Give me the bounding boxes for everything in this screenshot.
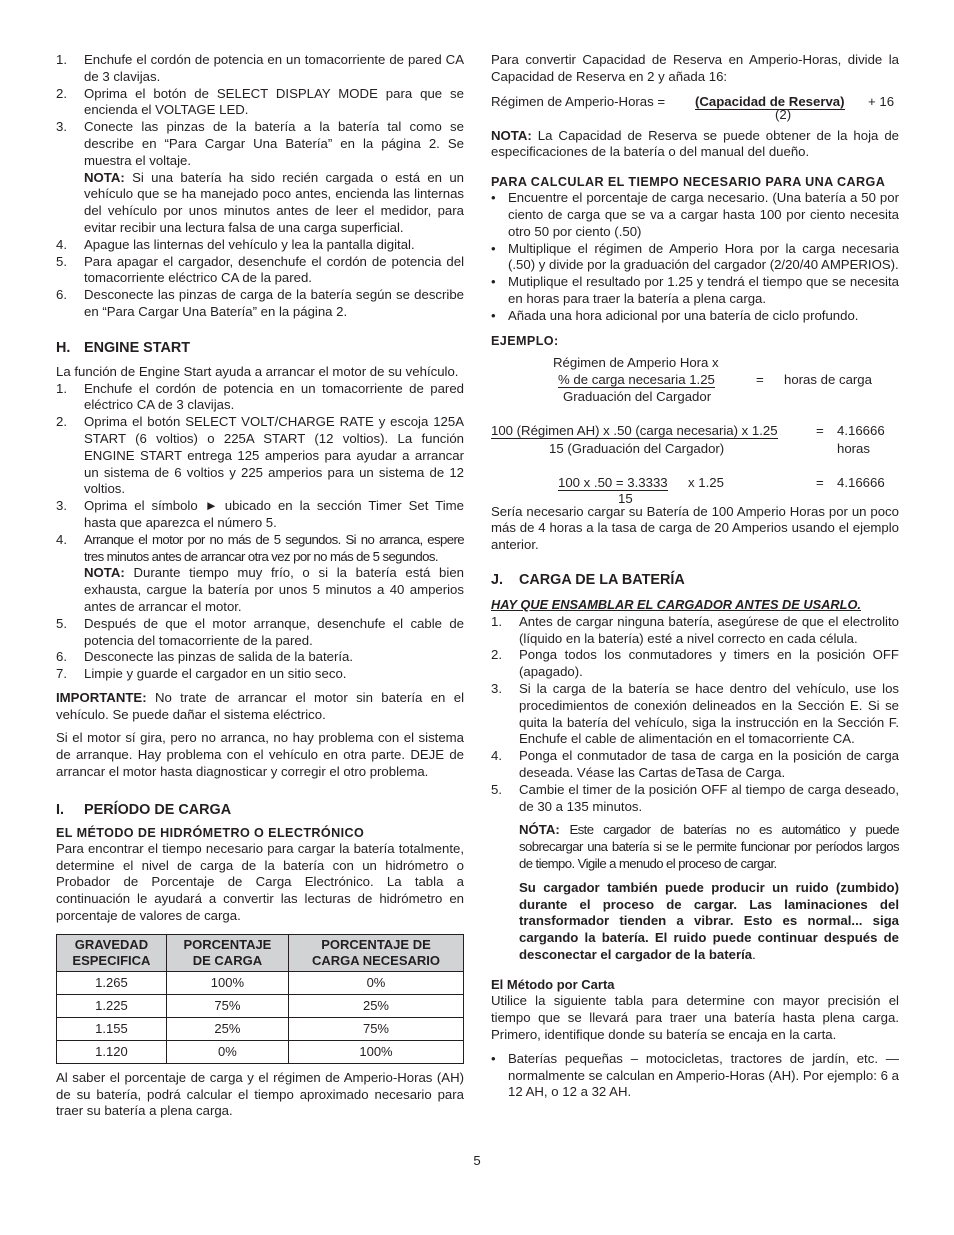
example-line: 100 (Régimen AH) x .50 (carga necesaria) x 1.25 [491,422,778,438]
display-steps-list [56,52,464,321]
example-result: 4.16666 [837,474,885,490]
list-item [491,782,899,816]
example-result: 4.16666 [837,422,885,438]
example-line: Régimen de Amperio Hora x [553,354,719,370]
table-cell: 1.265 [57,971,167,994]
noise-text: Su cargador también puede producir un ruido (zumbido) durante el proceso de cargar. Las laminaciones del transformador tienden a vibrar. Esto es normal... siga cargando la batería. El ruido puede continuar después de desconectar el cargador de la batería [519,879,899,962]
calc-bullets [491,190,899,324]
section-title: ENGINE START [84,339,191,356]
list-item [491,190,899,240]
table-cell: 25% [166,1017,288,1040]
list-text: Oprima el símbolo ► ubicado en la sección Timer Set Time hasta que aparezca el número 5. [84,498,464,530]
table-cell: 1.155 [57,1017,167,1040]
example-line: 15 [618,490,633,506]
list-number: 2. [491,647,502,663]
list-text: Ponga el conmutador de tasa de carga en la posición de carga deseada. Véase las Cartas deTasa de Carga. [519,748,899,780]
header-line: DE CARGA [192,952,263,968]
table-header-row [57,934,464,971]
calc-subheading: PARA CALCULAR EL TIEMPO NECESARIO PARA UNA CARGA [491,175,886,190]
important-note [56,690,464,724]
table-cell: 100% [166,971,288,994]
header-line: PORCENTAJE DE [321,936,431,952]
example-equals: = [756,371,764,387]
list-item [491,241,899,275]
list-number: 1. [56,52,67,67]
left-column [56,52,464,1120]
list-text: Después de que el motor arranque, desenchufe el cable de potencia del tomacorriente de la pared. [84,615,464,648]
list-number: 3. [491,680,502,696]
list-item [56,414,464,498]
formula-numerator: (Capacidad de Reserva) [695,93,845,109]
example-calculation [491,349,899,509]
table-cell: 1.225 [57,994,167,1017]
list-number: 2. [56,85,67,101]
list-text: Oprima el botón SELECT VOLT/CHARGE RATE y escoja 125A START (6 voltios) o 225A START (12 voltios). La función ENGINE START entrega 125 amperios para ayudar a arrancar un sistema de 6 voltios y 225 amperios para un sistema de 12 voltios. [84,414,464,497]
section-letter: H. [56,339,71,356]
note-label: NOTA: [491,127,532,143]
note-label: NÓTA: [519,822,560,838]
list-text: Arranque el motor por no más de 5 segundos. Si no arranca, espere tres minutos antes de arrancar otra vez por no más de 5 segundos. [84,531,464,564]
table-row [57,1017,464,1040]
example-line: % de carga necesaria 1.25 [558,371,715,387]
section-letter: I. [56,801,64,818]
header-line: PORCENTAJE [183,936,272,952]
table-cell: 75% [166,994,288,1017]
section-heading-h [56,339,464,357]
note-text: Si una batería ha sido recién cargada o está en un vehículo que se ha manejado poco antes, encienda las linternas del vehículo por unos minutos antes de leer el medidor, para evitar recibir una lectura falsa de una carga superficial. [84,169,464,235]
list-number: 1. [56,380,67,396]
table-cell: 1.120 [57,1040,167,1063]
bullet-icon: • [491,307,496,323]
list-item [491,647,899,681]
list-number: 5. [56,253,67,269]
table-row [57,971,464,994]
important-label: IMPORTANTE: [56,689,147,705]
list-text: Enchufe el cordón de potencia en un tomacorriente de pared CA de 3 clavijas. [84,52,464,84]
list-text: Baterías pequeñas – motocicletas, tractores de jardín, etc. — normalmente se calculan en Amperio-Horas (AH). Por ejemplo: 6 a 12 AH, o 12 a 32 AH. [508,1050,899,1100]
assemble-warning [491,597,899,614]
example-line: Graduación del Cargador [563,388,712,404]
list-text: Si la carga de la batería se hace dentro del vehículo, use los procedimientos de conexión delineados en la Sección E. Si se quita la batería del vehículo, siga la instrucción en la Sección F. Enchufe el cable de alimentación en el tomacorriente CA. [519,680,899,747]
list-text: Ponga todos los conmutadores y timers en la posición OFF (apagado). [519,647,899,680]
list-item [56,237,464,254]
list-item [491,274,899,308]
warning-text: HAY QUE ENSAMBLAR EL CARGADOR ANTES DE USARLO. [491,596,861,612]
charging-steps-list [491,614,899,816]
example-result: horas de carga [784,371,872,387]
right-column [491,52,899,1101]
bullet-icon: • [491,1050,496,1066]
bullet-icon: • [491,240,496,256]
formula-plus: + 16 [868,93,895,109]
list-item [56,119,464,237]
list-item [491,748,899,782]
table-header [57,934,167,971]
list-text: Cambie el timer de la posición OFF al tiempo de carga deseado, de 30 a 135 minutos. [519,781,899,814]
note-text: La Capacidad de Reserva se puede obtener de la hoja de especificaciones de la batería o del manual del dueño. [491,127,899,160]
list-text: Para apagar el cargador, desenchufe el cordón de potencia del tomacorriente eléctrico CA de la pared. [84,253,464,286]
reserve-formula [491,94,899,122]
table-header [166,934,288,971]
list-number: 1. [491,613,502,629]
example-line: 100 x .50 = 3.3333 [558,474,668,490]
note [84,170,464,237]
noise-note [491,880,899,964]
noise-end: . [752,946,756,962]
table-cell: 0% [166,1040,288,1063]
list-item [491,1051,899,1101]
note-text: Este cargador de baterías no es automático y puede sobrecargar una batería si se le permite funcionar por períodos largos de tiempo. Vigile a menudo el proceso de cargar. [519,822,899,871]
list-number: 4. [56,531,67,547]
list-number: 5. [491,781,502,797]
list-number: 3. [56,119,67,135]
list-text: Multiplique el régimen de Amperio Hora por la carga necesaria (.50) y divide por la graduación del cargador (2/20/40 AMPERIOS). [508,240,899,273]
formula-denominator: (2) [775,106,792,122]
list-item [56,666,464,683]
list-text: Añada una hora adicional por una batería de ciclo profundo. [508,307,859,323]
list-number: 3. [56,498,67,514]
list-item [56,86,464,120]
list-number: 2. [56,414,67,430]
example-equals: = [816,422,824,438]
list-item [491,308,899,325]
example-line: 15 (Graduación del Cargador) [549,440,725,456]
table-row [57,1040,464,1063]
note [84,565,464,615]
list-text: Conecte las pinzas de la batería a la batería tal como se describe en “Para Cargar Una Batería” en la página 2. Se muestra el voltaje. [84,119,464,168]
engine-start-steps-list [56,381,464,683]
section-heading-i [56,801,464,819]
after-table-paragraph: Al saber el porcentaje de carga y el régimen de Amperio-Horas (AH) de su batería, podrá calcular el tiempo aproximado necesario para traer su batería a plena carga. [56,1069,464,1119]
header-line: ESPECIFICA [72,952,151,968]
motor-paragraph: Si el motor sí gira, pero no arranca, no hay problema con el sistema de arranque. Hay problema con el vehículo en otra parte. DEJE de arrancar el motor hasta diagnosticar y corregir el otro problema. [56,730,464,780]
example-equals: = [816,474,824,490]
list-number: 5. [56,615,67,631]
chart-method-paragraph: Utilice la siguiente tabla para determine con mayor precisión el tiempo que se llevará para traer una batería hasta plena carga. Primero, identifique donde su batería se encaja en la carta. [491,993,899,1043]
overcharge-note [491,822,899,872]
table-cell: 75% [288,1017,463,1040]
example-result: horas [837,440,870,456]
table-cell: 25% [288,994,463,1017]
table-cell: 0% [288,971,463,994]
section-title: CARGA DE LA BATERÍA [519,571,685,588]
section-letter: J. [491,571,504,588]
header-line: GRAVEDAD [74,936,149,952]
list-number: 7. [56,666,67,682]
list-item [56,287,464,321]
list-text: Antes de cargar ninguna batería, asegúrese de que el electrolito (líquido en la batería) esté a nivel correcto en cada célula. [519,613,899,646]
bullet-icon: • [491,190,496,206]
bullet-icon: • [491,274,496,290]
note-label: NOTA: [84,565,125,581]
list-item [56,532,464,616]
list-text: Desconecte las pinzas de carga de la batería según se describe en “Para Cargar Una Batería” en la página 2. [84,287,464,319]
gravity-table [56,934,464,1064]
example-line: x 1.25 [688,474,724,490]
list-item [56,498,464,532]
list-text: Apague las linternas del vehículo y lea la pantalla digital. [84,236,415,252]
list-text: Mutiplique el resultado por 1.25 y tendrá el tiempo que se necesita en horas para traer la batería a plena carga. [508,274,899,306]
list-item [491,614,899,648]
convert-paragraph: Para convertir Capacidad de Reserva en Amperio-Horas, divide la Capacidad de Reserva en 2 y añada 16: [491,52,899,84]
list-number: 4. [56,236,67,252]
list-item [56,616,464,650]
note-text: Durante tiempo muy frío, o si la batería está bien exhausta, cargue la batería por unos 5 minutos a 40 amperios antes de arrancar el motor. [84,565,464,614]
list-text: Enchufe el cordón de potencia en un tomacorriente de pared eléctrico CA de 3 clavijas. [84,380,464,413]
page-number: 5 [473,1153,481,1168]
list-text: Limpie y guarde el cargador en un sitio seco. [84,666,347,682]
table-row [57,994,464,1017]
list-text: Encuentre el porcentaje de carga necesario. (Una batería a 50 por ciento de carga que se va a cargar hasta 100 por ciento necesita otro 50 por ciento (.50) [508,190,899,239]
list-item [56,381,464,415]
list-item [56,254,464,288]
list-text: Desconecte las pinzas de salida de la batería. [84,649,354,665]
note-label: NOTA: [84,169,125,185]
important-text: No trate de arrancar el motor sin batería en el vehículo. Se puede dañar el sistema eléctrico. [56,689,464,722]
list-item [491,681,899,748]
table-header [288,934,463,971]
engine-start-intro: La función de Engine Start ayuda a arrancar el motor de su vehículo. [56,363,459,379]
table-cell: 100% [288,1040,463,1063]
header-line: CARGA NECESARIO [311,952,441,968]
section-heading-j [491,571,899,589]
section-title: PERÍODO DE CARGA [84,801,232,818]
list-text: Oprima el botón de SELECT DISPLAY MODE para que se encienda el VOLTAGE LED. [84,85,464,118]
example-label: EJEMPLO: [491,333,559,348]
list-number: 6. [56,287,67,303]
hydrometer-subheading: EL MÉTODO DE HIDRÓMETRO O ELECTRÓNICO [56,825,365,840]
example-paragraph: Sería necesario cargar su Batería de 100 Amperio Horas por un poco más de 4 horas a la tasa de carga de 20 Amperios usando el ejemplo anterior. [491,503,899,553]
list-item [56,52,464,86]
list-item [56,649,464,666]
hydrometer-paragraph: Para encontrar el tiempo necesario para cargar la batería totalmente, determine el nivel de carga de la batería con un hidrómetro o Probador de Porcentaje de Carga Electrónico. La tabla a continuación le ayudará a convertir las lecturas de hidrómetro en porcentaje de valores de carga. [56,840,464,924]
reserve-note [491,128,899,162]
list-number: 4. [491,748,502,764]
formula-left: Régimen de Amperio-Horas = [491,93,666,109]
chart-method-subheading: El Método por Carta [491,976,615,992]
list-number: 6. [56,649,67,665]
